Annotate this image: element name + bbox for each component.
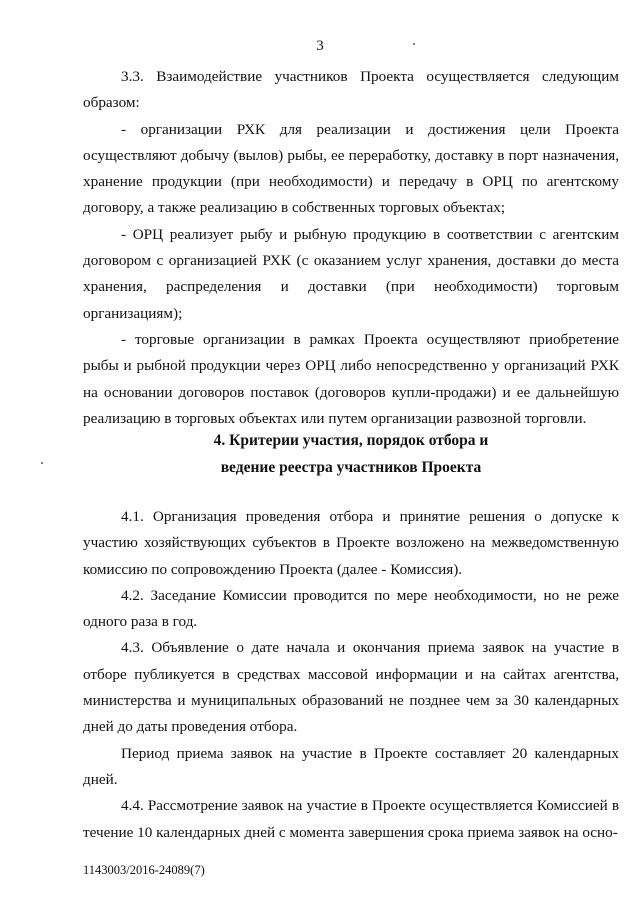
document-footer-code: 1143003/2016-24089(7): [83, 863, 205, 877]
section-4-heading-line-2: ведение реестра участников Проекта: [220, 458, 482, 476]
paragraph-rhk-organizations: - организации РХК для реализации и достижения цели Проекта осуществляют добычу (вылов) рыбы, ее переработку, доставку в порт назначения, хранение продукции (при необходимости) и передачу в ОРЦ по агентскому договору, а также реализацию в собственных торговых объектах;: [83, 120, 619, 217]
page-number: 3: [316, 38, 324, 54]
paragraph-trade-organizations: - торговые организации в рамках Проекта осуществляют приобретение рыбы и рыбной продукции через ОРЦ либо непосредственно у организаций РХК на основании договоров поставок (договоров купли-продажи) и ее дальнейшую реализацию в торговых объектах или путем организации развозной торговли.: [83, 330, 619, 427]
scan-speck: [41, 462, 43, 464]
section-4-block: [83, 504, 619, 846]
paragraph-3-3-intro: 3.3. Взаимодействие участников Проекта осуществляется следующим образом:: [83, 68, 619, 112]
paragraph-4-3: 4.3. Объявление о дате начала и окончания приема заявок на участие в отборе публикуется в средствах массовой информации и на сайтах агентства, министерства и муниципальных образований не позднее чем за 30 календарных дней до даты проведения отбора.: [83, 639, 619, 736]
paragraph-orc: - ОРЦ реализует рыбу и рыбную продукцию в соответствии с агентским договором с организацией РХК (с оказанием услуг хранения, доставки до места хранения, распределения и доставки (при необходимости) торговым организациям);: [83, 225, 619, 322]
scan-speck: [413, 43, 415, 45]
section-4-heading-line-1: 4. Критерии участия, порядок отбора и: [213, 432, 489, 449]
paragraph-4-2: 4.2. Заседание Комиссии проводится по мере необходимости, но не реже одного раза в год.: [83, 586, 619, 631]
section-3-3-block: [83, 64, 619, 432]
paragraph-4-1: 4.1. Организация проведения отбора и принятие решения о допуске к участию хозяйствующих субъектов в Проекте возложено на межведомственную комиссию по сопровождению Проекта (далее - Комиссия).: [83, 508, 619, 578]
paragraph-4-4: 4.4. Рассмотрение заявок на участие в Проекте осуществляется Комиссией в течение 10 календарных дней с момента завершения срока приема заявок на осно-: [83, 797, 619, 841]
section-4-heading: [83, 428, 619, 481]
paragraph-reception-period: Период приема заявок на участие в Проекте составляет 20 календарных дней.: [83, 744, 619, 788]
